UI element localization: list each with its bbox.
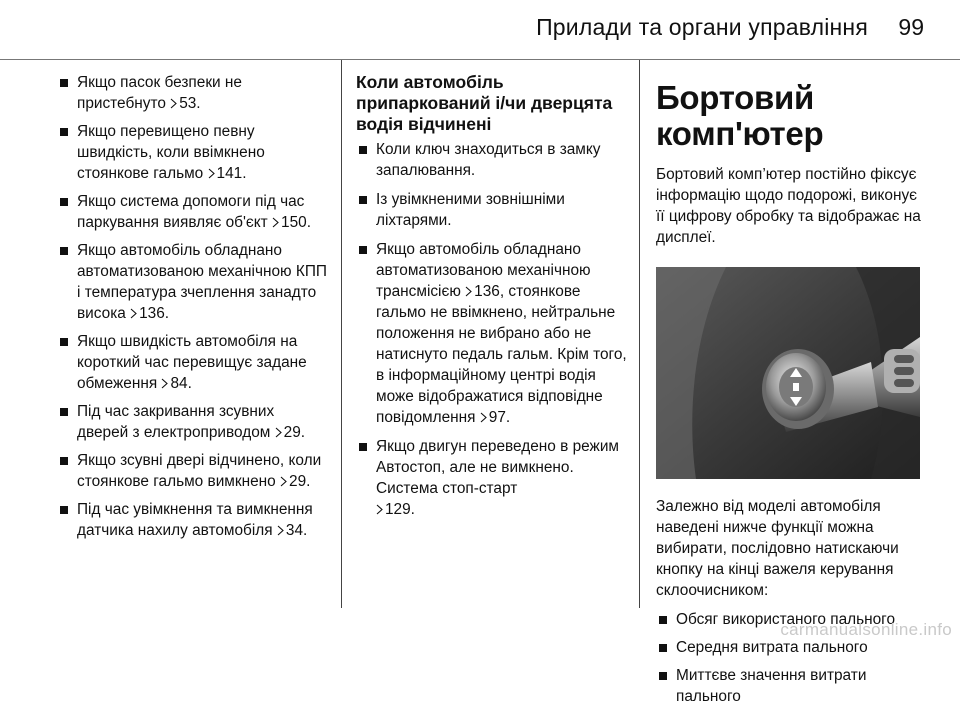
square-bullet-icon: [60, 247, 68, 255]
triangle-arrow-icon: [465, 286, 472, 297]
intro-paragraph: Бортовий комп’ютер постійно фіксує інформацію щодо подорожі, виконує її цифрову обробку та відображає на дисплеї.: [656, 166, 921, 246]
list-item: [356, 436, 631, 520]
list-item: [57, 331, 329, 394]
list-item: [57, 401, 329, 443]
page-title: Прилади та органи управління: [536, 14, 868, 40]
list-item-text: Якщо пасок безпеки не пристебнуто: [77, 74, 242, 112]
list-item: [57, 240, 329, 324]
page-reference-number: 53.: [179, 95, 201, 112]
triangle-arrow-icon: [280, 476, 287, 487]
page-reference-number: 97.: [488, 409, 511, 426]
wiper-stalk-illustration: [656, 267, 920, 479]
list-item: [57, 72, 329, 114]
list-item-text: Миттєве значення витрати пального: [676, 667, 867, 705]
list-item: [57, 499, 329, 541]
page-number: 99: [898, 14, 924, 40]
list-item-text: Якщо автомобіль обладнано автоматизованою механічною трансмісією: [376, 241, 591, 300]
wiper-stalk-image: [656, 267, 920, 479]
list-item: [57, 191, 329, 233]
triangle-arrow-icon: [161, 378, 168, 389]
parked-warning-list: [356, 139, 631, 520]
page-reference[interactable]: [161, 375, 191, 392]
page-reference[interactable]: [280, 473, 310, 490]
list-item-text: Якщо швидкість автомобіля на короткий час перевищує задане обмеження: [77, 333, 307, 392]
page-reference-number: 34.: [285, 522, 308, 539]
list-item-text: Обсяг використаного пального: [676, 611, 896, 628]
page-reference[interactable]: [130, 305, 169, 322]
list-item-text: Під час увімкнення та вимкнення датчика нахилу автомобіля: [77, 501, 313, 539]
triangle-arrow-icon: [277, 525, 284, 536]
list-item-text: Коли ключ знаходиться в замку запалювання.: [376, 141, 601, 179]
list-item: [356, 189, 631, 231]
column-2: [356, 72, 631, 528]
page-reference-number: 150.: [281, 214, 311, 231]
page-reference-number: 141.: [216, 165, 247, 182]
column-1: [57, 72, 329, 548]
list-item-text: Якщо двигун переведено в режим Автостоп, але не вимкнено. Система стоп-старт: [376, 438, 619, 497]
column-divider-1: [341, 60, 342, 608]
page-reference[interactable]: [376, 501, 415, 518]
square-bullet-icon: [60, 338, 68, 346]
page-reference-number: 84.: [170, 375, 192, 392]
page-reference-number: 136.: [139, 305, 170, 322]
list-item-text: Під час закривання зсувних дверей з електроприводом: [77, 403, 275, 441]
page-reference[interactable]: [275, 424, 305, 441]
page-reference[interactable]: [277, 522, 307, 539]
square-bullet-icon: [60, 128, 68, 136]
square-bullet-icon: [659, 672, 667, 680]
page-reference[interactable]: [170, 95, 200, 112]
list-item: [57, 450, 329, 492]
list-item: [656, 665, 926, 707]
square-bullet-icon: [60, 506, 68, 514]
triangle-arrow-icon: [170, 98, 177, 109]
square-bullet-icon: [659, 616, 667, 624]
square-bullet-icon: [60, 408, 68, 416]
page-reference-number: 29.: [289, 473, 311, 490]
square-bullet-icon: [359, 146, 367, 154]
triangle-arrow-icon: [480, 412, 487, 423]
triangle-arrow-icon: [208, 168, 215, 179]
header-divider: [0, 59, 960, 60]
triangle-arrow-icon: [130, 308, 137, 319]
warning-list: [57, 72, 329, 541]
column-3: [656, 80, 926, 714]
list-item: [656, 637, 926, 658]
list-item: [356, 139, 631, 181]
page-reference[interactable]: [208, 165, 247, 182]
page-reference-number: 29.: [283, 424, 306, 441]
section-heading: Бортовий комп'ютер: [656, 79, 824, 152]
function-paragraph: Залежно від моделі автомобіля наведені нижче функції можна вибирати, послідовно натискаючи кнопку на кінці важеля керування склоочисником:: [656, 498, 899, 599]
square-bullet-icon: [60, 79, 68, 87]
page-reference[interactable]: [465, 283, 500, 300]
column-divider-2: [639, 60, 640, 608]
list-item-text: Якщо зсувні двері відчинено, коли стоянкове гальмо вимкнено: [77, 452, 322, 490]
square-bullet-icon: [659, 644, 667, 652]
square-bullet-icon: [60, 457, 68, 465]
triangle-arrow-icon: [275, 427, 282, 438]
square-bullet-icon: [359, 246, 367, 254]
page-header: [0, 0, 960, 56]
square-bullet-icon: [359, 196, 367, 204]
list-item: [57, 121, 329, 184]
list-item-text: Із увімкненими зовнішніми ліхтарями.: [376, 191, 565, 229]
list-item-text: Середня витрата пального: [676, 639, 868, 656]
list-item: [356, 239, 631, 428]
page-reference[interactable]: [480, 409, 510, 426]
square-bullet-icon: [60, 198, 68, 206]
page-reference[interactable]: [272, 214, 311, 231]
page-reference-number: 129.: [385, 501, 415, 518]
section-heading: Коли автомобіль припаркований і/чи дверцята водія відчинені: [356, 72, 613, 134]
square-bullet-icon: [359, 443, 367, 451]
triangle-arrow-icon: [272, 217, 279, 228]
triangle-arrow-icon: [376, 504, 383, 515]
list-item-text: Якщо автомобіль обладнано автоматизованою механічною КПП і температура зчеплення занадто висока: [77, 242, 327, 322]
list-item-text: Якщо система допомоги під час паркування виявляє об'єкт: [77, 193, 305, 231]
watermark[interactable]: carmanualsonline.info: [780, 620, 952, 639]
page-reference-number: 136: [474, 283, 500, 300]
list-item-text: Якщо перевищено певну швидкість, коли ввімкнено стоянкове гальмо: [77, 123, 265, 182]
list-item-text-continued: , стоянкове гальмо не ввімкнено, нейтральне положення не вибрано або не натиснуто педаль гальм. Крім того, в інформаційному центрі водія може відображатися відповідне повідомлення: [376, 283, 627, 426]
